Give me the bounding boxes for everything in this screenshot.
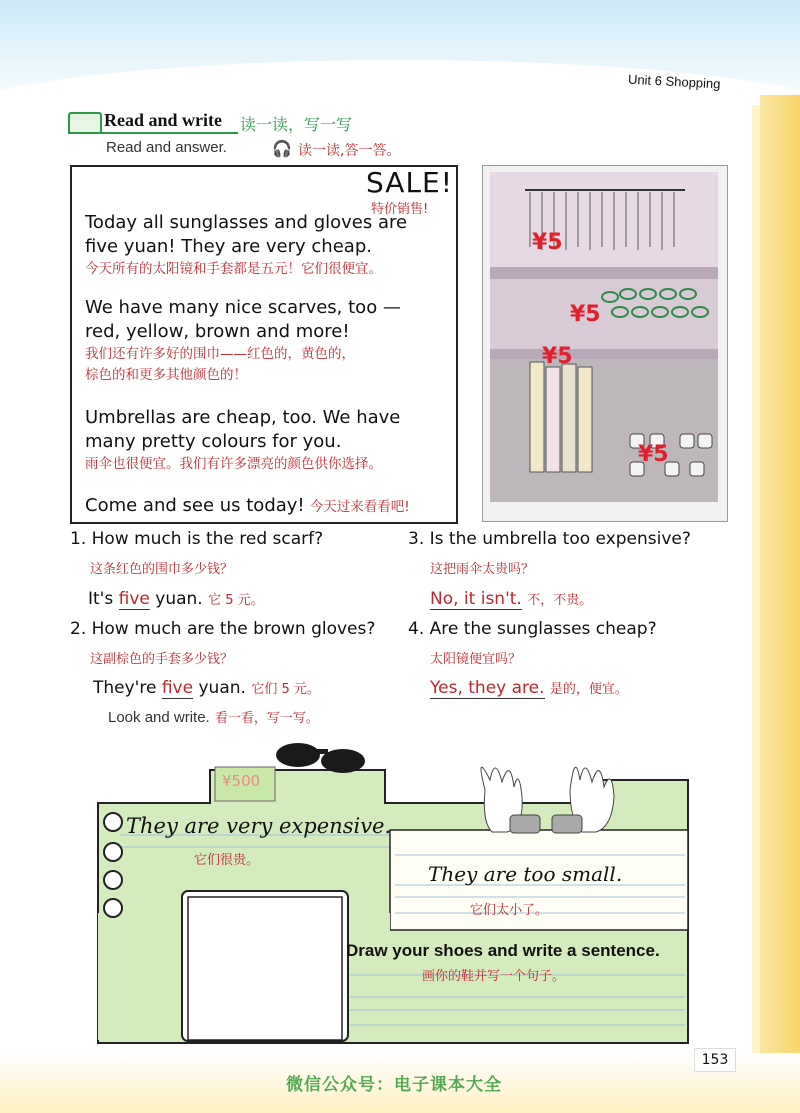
look-write-instruction: [108, 707, 319, 726]
unit-header: Unit 6 Shopping: [627, 71, 721, 92]
sale-paragraph: [85, 406, 400, 475]
price-tag-label: ¥500: [222, 772, 261, 790]
sentence-expensive: They are very expensive.: [126, 814, 392, 838]
ring-hole: [103, 898, 123, 918]
price-tag-scarves: ¥5: [542, 344, 573, 369]
section-title-cn: 读一读，写一写: [240, 115, 353, 134]
answer-blank[interactable]: No, it isn't.: [430, 589, 522, 609]
answer-blank[interactable]: five: [161, 678, 194, 698]
draw-instruction-cn: 画你的鞋并写一个句子。: [422, 969, 566, 984]
book-icon: [68, 112, 102, 134]
question-4-cn: 太阳镜便宜吗？: [430, 652, 522, 667]
answer-suffix: yuan.: [149, 589, 203, 609]
answer-prefix: It's: [88, 589, 119, 609]
question-1: 1. How much is the red scarf?: [70, 529, 324, 549]
title-underline: [68, 132, 238, 134]
question-3: 3. Is the umbrella too expensive?: [408, 529, 691, 549]
activity-cards-drawing: [90, 735, 710, 1050]
price-tag-scarves-top: ¥5: [532, 230, 563, 255]
paragraph-cn: 雨伞也很便宜。我们有许多漂亮的颜色供你选择。: [85, 456, 382, 472]
price-tag-sunglasses: ¥5: [570, 302, 601, 327]
answer-prefix: They're: [93, 678, 162, 698]
answer-cn: 它们 5 元。: [251, 682, 320, 697]
instruction-cn: 读一读,答一答。: [298, 143, 401, 159]
question-3-cn: 这把雨伞太贵吗？: [430, 562, 535, 577]
answer-cn: 它 5 元。: [208, 593, 264, 608]
sentence-small-cn: 它们太小了。: [470, 903, 549, 918]
answer-cn: 不，不贵。: [527, 593, 593, 608]
closing-en: Come and see us today!: [85, 495, 305, 516]
answer-3: [430, 589, 592, 609]
answer-blank[interactable]: five: [118, 589, 150, 609]
answer-suffix: yuan.: [193, 678, 246, 698]
paragraph-line: five yuan! They are very cheap.: [85, 236, 372, 257]
sale-title-cn: 特价销售!: [371, 202, 429, 217]
ring-hole: [103, 842, 123, 862]
drawing-area[interactable]: [190, 895, 342, 1038]
sale-paragraph: [85, 211, 407, 280]
question-2-cn: 这副棕色的手套多少钱？: [90, 652, 234, 667]
paragraph-line: We have many nice scarves, too —: [85, 297, 401, 318]
instruction: Read and answer.: [106, 139, 227, 156]
ring-hole: [103, 870, 123, 890]
question-2: 2. How much are the brown gloves?: [70, 619, 376, 639]
price-tag-gloves: ¥5: [638, 442, 669, 467]
question-4: 4. Are the sunglasses cheap?: [408, 619, 657, 639]
watermark: 微信公众号：电子课本大全: [286, 1075, 502, 1095]
page-edge: [760, 95, 800, 1113]
question-1-cn: 这条红色的围巾多少钱？: [90, 562, 234, 577]
closing-cn: 今天过来看看吧!: [309, 499, 410, 515]
paragraph-cn: 我们还有许多好的围巾——红色的，黄色的，: [85, 346, 355, 362]
paragraph-line: Today all sunglasses and gloves are: [85, 212, 408, 233]
page-number: 153: [694, 1048, 736, 1072]
headphones-icon[interactable]: 🎧: [272, 139, 292, 158]
ring-hole: [103, 812, 123, 832]
sentence-small: They are too small.: [428, 862, 623, 886]
section-title: Read and write: [104, 110, 222, 130]
page-edge-light: [752, 105, 760, 1113]
paragraph-line: Umbrellas are cheap, too. We have: [85, 407, 401, 428]
look-write-cn: 看一看，写一写。: [214, 711, 319, 726]
answer-blank[interactable]: Yes, they are.: [430, 678, 545, 698]
sale-closing: [85, 494, 410, 518]
answer-1: [88, 589, 264, 609]
answer-2: [93, 678, 320, 698]
paragraph-cn: 棕色的和更多其他颜色的！: [85, 367, 247, 383]
sentence-expensive-cn: 它们很贵。: [194, 853, 260, 868]
draw-instruction: Draw your shoes and write a sentence.: [346, 941, 660, 960]
look-write-en: Look and write.: [108, 709, 210, 726]
answer-4: [430, 678, 628, 698]
paragraph-line: many pretty colours for you.: [85, 431, 342, 452]
shop-shelves-drawing: [490, 172, 718, 502]
paragraph-line: red, yellow, brown and more!: [85, 321, 350, 342]
sale-paragraph: [85, 296, 401, 386]
answer-cn: 是的，便宜。: [549, 682, 628, 697]
sale-title: SALE!: [366, 166, 453, 199]
paragraph-cn: 今天所有的太阳镜和手套都是五元！它们很便宜。: [85, 261, 382, 277]
